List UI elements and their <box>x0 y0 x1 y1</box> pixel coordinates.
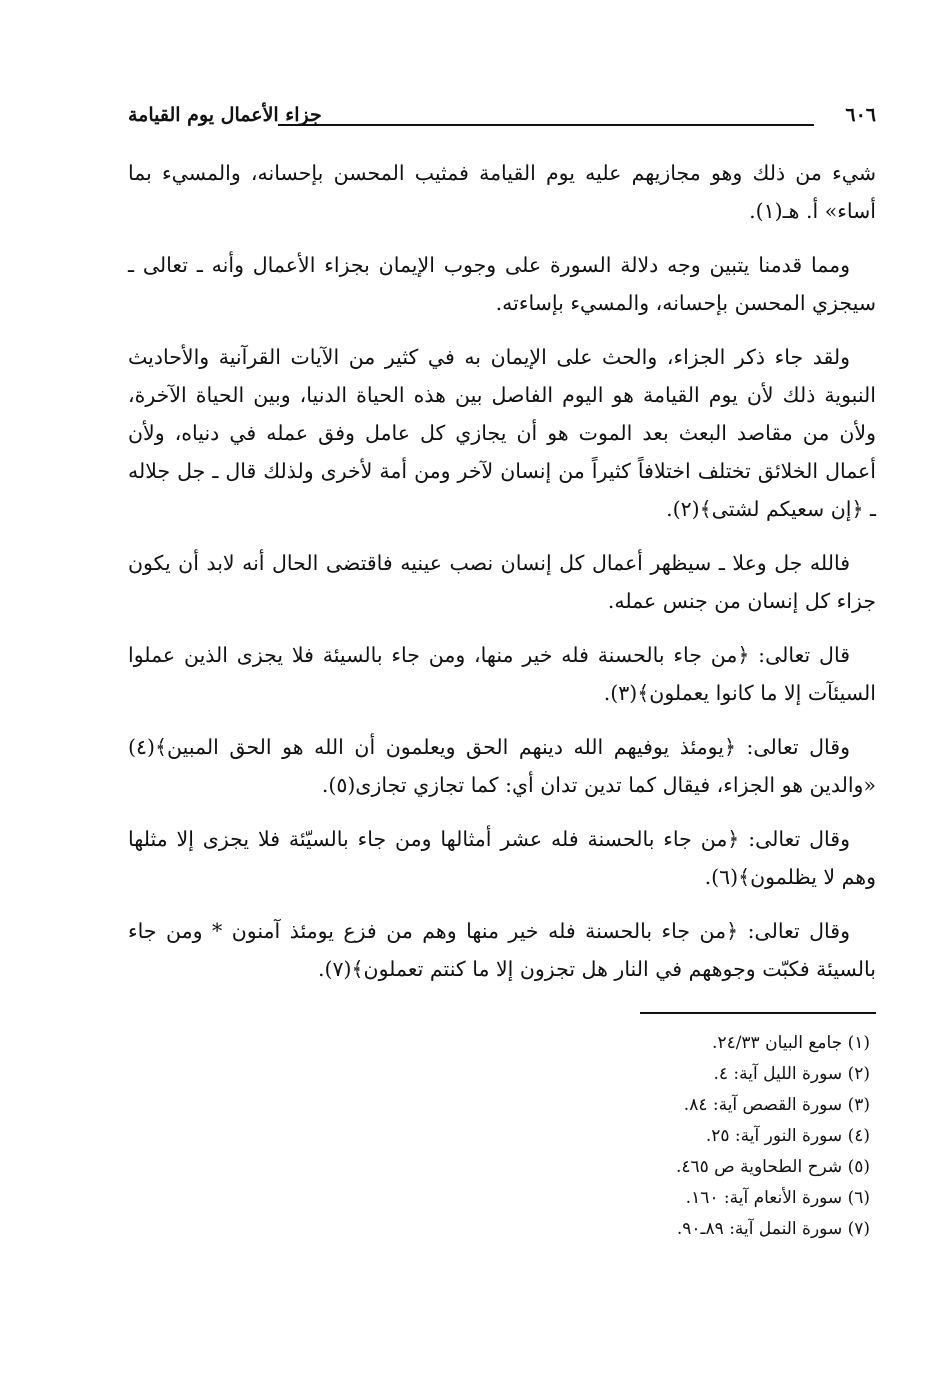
paragraph: وقال تعالى: ﴿يومئذ يوفيهم الله دينهم الحق ويعلمون أن الله هو الحق المبين﴾(٤) «والدين هو الجزاء، فيقال كما تدين تدان أي: كما تجازي تجازى(٥). <box>128 735 876 797</box>
paragraph: قال تعالى: ﴿من جاء بالحسنة فله خير منها، ومن جاء بالسيئة فلا يجزى الذين عملوا السيئآت إلا ما كانوا يعملون﴾(٣). <box>128 643 876 705</box>
header-rule <box>278 124 814 126</box>
paragraph: شيء من ذلك وهو مجازيهم عليه يوم القيامة فمثيب المحسن بإحسانه، والمسيء بما أساء» أ. هـ(١). <box>128 161 876 223</box>
paragraph: ومما قدمنا يتبين وجه دلالة السورة على وجوب الإيمان بجزاء الأعمال وأنه ـ تعالى ـ سيجزي المحسن بإحسانه، والمسيء بإساءته. <box>128 253 876 315</box>
paragraph: وقال تعالى: ﴿من جاء بالحسنة فله عشر أمثالها ومن جاء بالسيّئة فلا يجزى إلا مثلها وهم لا يظلمون﴾(٦). <box>128 827 876 889</box>
paragraph: وقال تعالى: ﴿من جاء بالحسنة فله خير منها وهم من فزع يومئذ آمنون * ومن جاء بالسيئة فكبّت وجوههم في النار هل تجزون إلا ما كنتم تعملون﴾(٧). <box>128 919 876 981</box>
footnote: (٧) سورة النمل آية: ٨٩ـ٩٠. <box>676 1219 870 1239</box>
footnotes <box>128 1028 876 1245</box>
footnote: (٣) سورة القصص آية: ٨٤. <box>683 1095 870 1115</box>
page-header <box>128 100 876 136</box>
footnote: (٤) سورة النور آية: ٢٥. <box>705 1126 870 1146</box>
footnote: (٢) سورة الليل آية: ٤. <box>713 1064 870 1084</box>
footnote: (١) جامع البيان ٢٤/٣٣. <box>712 1033 870 1053</box>
footnote-rule <box>640 1012 876 1014</box>
paragraph: ولقد جاء ذكر الجزاء، والحث على الإيمان به في كثير من الآيات القرآنية والأحاديث النبوية ذلك لأن يوم القيامة هو اليوم الفاصل بين هذه الحياة الدنيا، وبين الحياة الآخرة، ولأن من مقاصد البعث بعد الموت هو أن يجازي كل عامل وفق عمله في دنياه، ولأن أعمال الخلائق تختلف اختلافاً كثيراً من إنسان لآخر ومن أمة لأخرى ولذلك قال ـ جل جلاله ـ ﴿إن سعيكم لشتى﴾(٢). <box>128 345 876 521</box>
running-title: جزاء الأعمال يوم القيامة <box>128 104 322 126</box>
page-number: ٦٠٦ <box>845 104 876 126</box>
footnote: (٦) سورة الأنعام آية: ١٦٠. <box>685 1188 870 1208</box>
body-text <box>128 154 876 988</box>
footnote: (٥) شرح الطحاوية ص ٤٦٥. <box>675 1157 870 1177</box>
paragraph: فالله جل وعلا ـ سيظهر أعمال كل إنسان نصب عينيه فاقتضى الحال أنه لابد أن يكون جزاء كل إنسان من جنس عمله. <box>128 551 876 613</box>
book-page <box>128 100 876 1245</box>
